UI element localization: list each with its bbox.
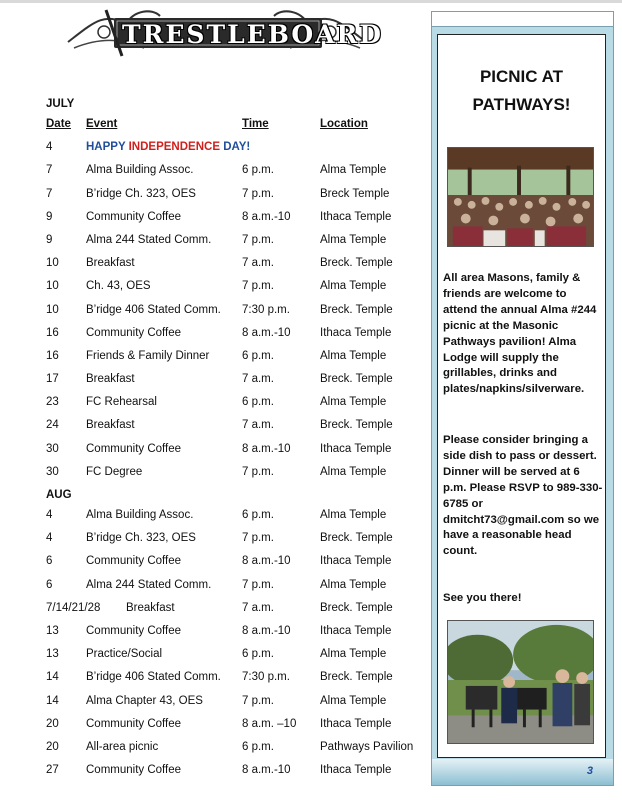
row-time: 7 a.m. (242, 601, 274, 614)
row-location: Breck. Temple (320, 532, 393, 545)
row-event: Community Coffee (86, 326, 182, 339)
row-event: Breakfast (126, 601, 175, 614)
row-date: 7/14/21/28 (46, 601, 101, 614)
table-row (46, 137, 430, 160)
row-time: 8 a.m.-10 (242, 442, 291, 455)
row-event: Community Coffee (86, 717, 182, 730)
trestleboard-banner (64, 2, 383, 62)
table-row (46, 230, 430, 253)
table-row (46, 621, 430, 644)
row-location: Alma Temple (320, 396, 387, 409)
row-date: 17 (46, 373, 59, 386)
row-time: 7 p.m. (242, 187, 274, 200)
row-date: 24 (46, 419, 59, 432)
table-row (46, 160, 430, 183)
row-time: 8 a.m.-10 (242, 210, 291, 223)
picnic-title-line2: PATHWAYS! (472, 95, 571, 114)
row-location: Breck. Temple (320, 419, 393, 432)
row-time: 6 p.m. (242, 509, 274, 521)
row-time: 8 a.m.-10 (242, 326, 291, 339)
page-number: 3 (586, 765, 593, 777)
event-happy: HAPPY (86, 141, 129, 154)
header-event: Event (86, 118, 118, 130)
row-location: Ithaca Temple (320, 555, 392, 568)
row-event (86, 141, 250, 153)
picnic-title (438, 63, 605, 119)
table-row (46, 714, 430, 737)
table-row (46, 184, 430, 207)
table-row (46, 276, 430, 299)
row-location: Alma Temple (320, 578, 387, 591)
row-location: Breck. Temple (320, 257, 393, 270)
row-location: Alma Temple (320, 164, 387, 177)
picnic-sidebar (431, 11, 614, 786)
table-row (46, 505, 430, 528)
row-event: Friends & Family Dinner (86, 349, 210, 362)
row-event: Alma Building Assoc. (86, 164, 194, 177)
event-day: DAY! (220, 141, 251, 154)
row-time: 7 a.m. (242, 373, 274, 386)
row-event: FC Degree (86, 465, 143, 478)
row-date: 6 (46, 578, 53, 591)
row-date: 4 (46, 509, 53, 521)
table-row (46, 392, 430, 415)
row-time: 7 p.m. (242, 465, 274, 478)
row-time: 7:30 p.m. (242, 671, 290, 684)
row-location: Alma Temple (320, 349, 387, 362)
picnic-rsvp-text: Please consider bringing a side dish to pass or dessert. Dinner will be served at 6 p.m. Please RSVP to 989-330-6785 or dmitcht73@gmail.com so we have a reasonable head count. (443, 434, 603, 558)
picnic-closing-text: See you there! (443, 592, 522, 604)
row-event: B’ridge Ch. 323, OES (86, 532, 196, 545)
table-row (46, 528, 430, 551)
row-event: B’ridge 406 Stated Comm. (86, 303, 221, 316)
table-row (46, 207, 430, 230)
row-location: Pathways Pavilion (320, 740, 414, 753)
row-location: Breck. Temple (320, 373, 393, 386)
sidebar-top-band (432, 12, 613, 27)
row-date: 16 (46, 349, 59, 362)
row-time: 7:30 p.m. (242, 303, 290, 316)
row-time: 8 a.m. –10 (242, 717, 297, 730)
table-row (46, 253, 430, 276)
picnic-title-line1: PICNIC AT (479, 67, 564, 86)
row-event: Community Coffee (86, 442, 182, 455)
pavilion-crowd-photo (447, 147, 594, 247)
sidebar-footer (432, 759, 613, 785)
picnic-panel (437, 34, 606, 758)
row-date: 10 (46, 303, 59, 316)
row-time: 8 a.m.-10 (242, 555, 291, 568)
table-row (46, 439, 430, 462)
row-date: 4 (46, 532, 53, 545)
row-date: 13 (46, 648, 59, 661)
row-date: 7 (46, 187, 53, 200)
table-row (46, 369, 430, 392)
row-event: B’ridge 406 Stated Comm. (86, 671, 221, 684)
row-date: 14 (46, 694, 59, 707)
event-independence: INDEPENDENCE (128, 141, 220, 154)
table-header (46, 114, 430, 137)
row-location: Ithaca Temple (320, 442, 392, 455)
table-row (46, 760, 430, 783)
row-event: Community Coffee (86, 764, 182, 777)
banner-title: TRESTLEBOARD (122, 20, 383, 49)
table-row (46, 691, 430, 714)
table-row (46, 323, 430, 346)
row-time: 6 p.m. (242, 164, 274, 177)
month-heading: AUG (46, 489, 72, 501)
row-time: 8 a.m.-10 (242, 624, 291, 637)
row-event: Ch. 43, OES (86, 280, 151, 293)
row-date: 9 (46, 233, 53, 246)
row-event: Breakfast (86, 257, 135, 270)
row-date: 9 (46, 210, 53, 223)
row-location: Alma Temple (320, 233, 387, 246)
table-row (46, 667, 430, 690)
row-event: Alma Chapter 43, OES (86, 694, 203, 707)
row-date: 14 (46, 671, 59, 684)
row-location: Breck. Temple (320, 303, 393, 316)
row-time: 6 p.m. (242, 648, 274, 661)
header-date: Date (46, 118, 71, 130)
row-date: 20 (46, 740, 59, 753)
events-calendar (46, 94, 430, 783)
row-location: Breck Temple (320, 187, 390, 200)
row-location: Alma Temple (320, 465, 387, 478)
row-event: B’ridge Ch. 323, OES (86, 187, 196, 200)
row-time: 7 p.m. (242, 578, 274, 591)
row-date: 4 (46, 141, 53, 154)
header-location: Location (320, 118, 368, 130)
row-date: 16 (46, 326, 59, 339)
row-location: Ithaca Temple (320, 210, 392, 223)
row-event: Practice/Social (86, 648, 163, 661)
row-location: Breck. Temple (320, 601, 393, 614)
row-event: Breakfast (86, 419, 135, 432)
month-heading: JULY (46, 98, 75, 110)
row-time: 7 p.m. (242, 694, 274, 707)
row-time: 6 p.m. (242, 349, 274, 362)
row-location: Alma Temple (320, 648, 387, 661)
row-time: 7 p.m. (242, 532, 274, 545)
row-date: 23 (46, 396, 59, 409)
row-time: 7 p.m. (242, 280, 274, 293)
row-date: 30 (46, 465, 59, 478)
row-location: Ithaca Temple (320, 624, 392, 637)
row-event: Alma Building Assoc. (86, 509, 194, 521)
row-time: 7 a.m. (242, 257, 274, 270)
table-row (46, 415, 430, 438)
row-time: 6 p.m. (242, 396, 274, 409)
row-event: Breakfast (86, 373, 135, 386)
row-location: Ithaca Temple (320, 326, 392, 339)
table-row (46, 737, 430, 760)
table-row (46, 551, 430, 574)
row-date: 13 (46, 624, 59, 637)
table-row (46, 462, 430, 485)
row-date: 6 (46, 555, 53, 568)
row-location: Alma Temple (320, 280, 387, 293)
row-time: 7 p.m. (242, 233, 274, 246)
row-location: Breck. Temple (320, 671, 393, 684)
row-event: All-area picnic (86, 740, 159, 753)
table-row (46, 644, 430, 667)
header-time: Time (242, 118, 269, 130)
row-location: Ithaca Temple (320, 717, 392, 730)
table-row (46, 346, 430, 369)
row-event: FC Rehearsal (86, 396, 157, 409)
row-date: 20 (46, 717, 59, 730)
row-time: 6 p.m. (242, 740, 274, 753)
picnic-invitation-text: All area Masons, family & friends are welcome to attend the annual Alma #244 picnic at the Masonic Pathways pavilion! Alma Lodge will supply the grillables, drinks and plates/napkins/silverware. (443, 272, 597, 396)
row-date: 30 (46, 442, 59, 455)
row-location: Alma Temple (320, 509, 387, 521)
grill-photo (447, 620, 594, 744)
row-event: Community Coffee (86, 210, 182, 223)
table-row (46, 575, 430, 598)
row-date: 10 (46, 257, 59, 270)
row-time: 8 a.m.-10 (242, 764, 291, 777)
table-row (46, 598, 430, 621)
row-event: Alma 244 Stated Comm. (86, 578, 212, 591)
row-location: Ithaca Temple (320, 764, 392, 777)
row-location: Alma Temple (320, 694, 387, 707)
row-date: 7 (46, 164, 53, 177)
row-date: 10 (46, 280, 59, 293)
row-date: 27 (46, 764, 59, 777)
row-event: Community Coffee (86, 555, 182, 568)
row-time: 7 a.m. (242, 419, 274, 432)
table-row (46, 300, 430, 323)
row-event: Alma 244 Stated Comm. (86, 233, 212, 246)
row-event: Community Coffee (86, 624, 182, 637)
